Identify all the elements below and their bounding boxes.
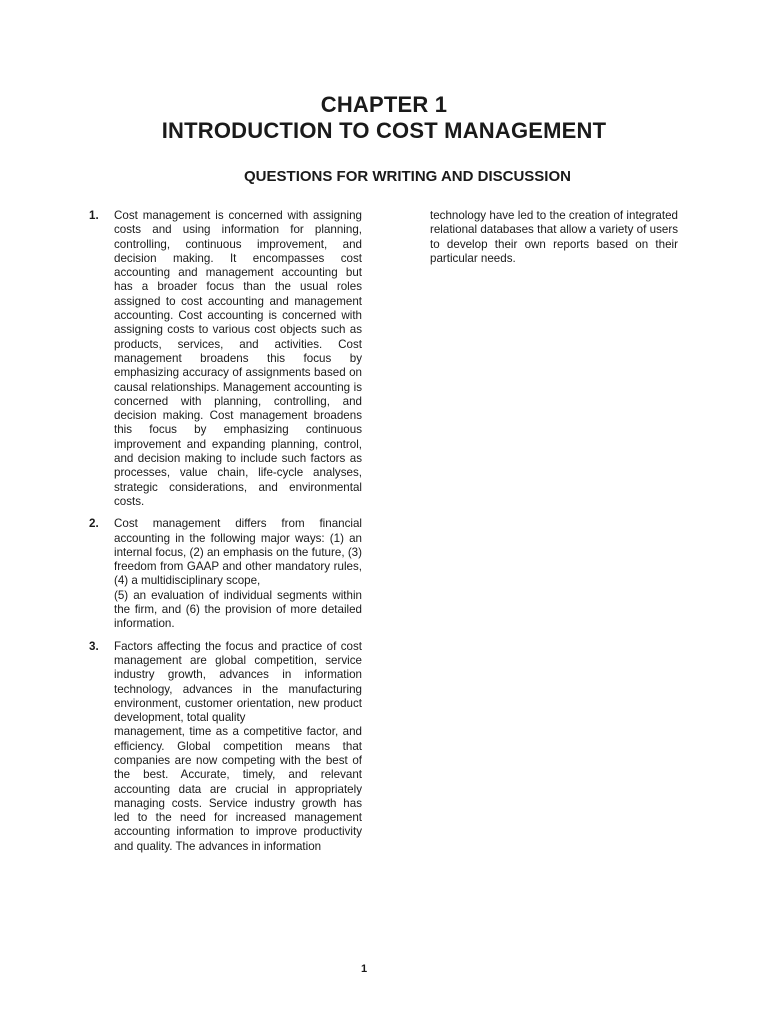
question-number: 1. <box>89 209 99 222</box>
question-item <box>84 209 362 509</box>
question-text: Cost management is concerned with assigning costs and using information for planning, controlling, continuous improvement, and decision making. It encompasses cost accounting and management accounting but has a broader focus than the usual roles assigned to cost accounting and management accounting. Cost accounting is concerned with assigning costs to various cost objects such as products, services, and activities. Cost management broadens this focus by emphasizing accuracy of assignments based on causal relationships. Management accounting is concerned with planning, controlling, and decision making. Cost management broadens this focus by emphasizing continuous improvement and expanding planning, control, and decision making to include such factors as processes, value chain, life-cycle analyses, strategic considerations, and environmental costs. <box>114 209 362 508</box>
question-item <box>84 517 362 631</box>
continued-answer-text: technology have led to the creation of integrated relational databases that allow a variety of users to develop their own reports based on their particular needs. <box>430 209 678 265</box>
left-column <box>84 209 362 862</box>
chapter-title: INTRODUCTION TO COST MANAGEMENT <box>161 118 607 143</box>
section-heading: QUESTIONS FOR WRITING AND DISCUSSION <box>244 168 571 185</box>
right-column <box>430 209 678 266</box>
page-number: 1 <box>360 963 368 975</box>
question-text: Factors affecting the focus and practice of cost management are global competition, service industry growth, advances in information technology, advances in the manufacturing environment, customer orientation, new product development, total quality management, time as a competitive factor, and efficiency. Global competition means that companies are now competing with the best of the best. Accurate, timely, and relevant accounting data are crucial in appropriately managing costs. Service industry growth has led to the need for increased management accounting information to improve productivity and quality. The advances in information <box>114 639 362 853</box>
question-number: 2. <box>89 517 99 531</box>
chapter-number: CHAPTER 1 <box>320 92 448 117</box>
question-item <box>84 640 362 854</box>
question-number: 3. <box>89 639 99 653</box>
question-text: Cost management differs from financial accounting in the following major ways: (1) an internal focus, (2) an emphasis on the future, (3) freedom from GAAP and other mandatory rules, (4) a multidisciplinary scope, (5) an evaluation of individual segments within the firm, and (6) the provision of more detailed information. <box>114 517 362 631</box>
